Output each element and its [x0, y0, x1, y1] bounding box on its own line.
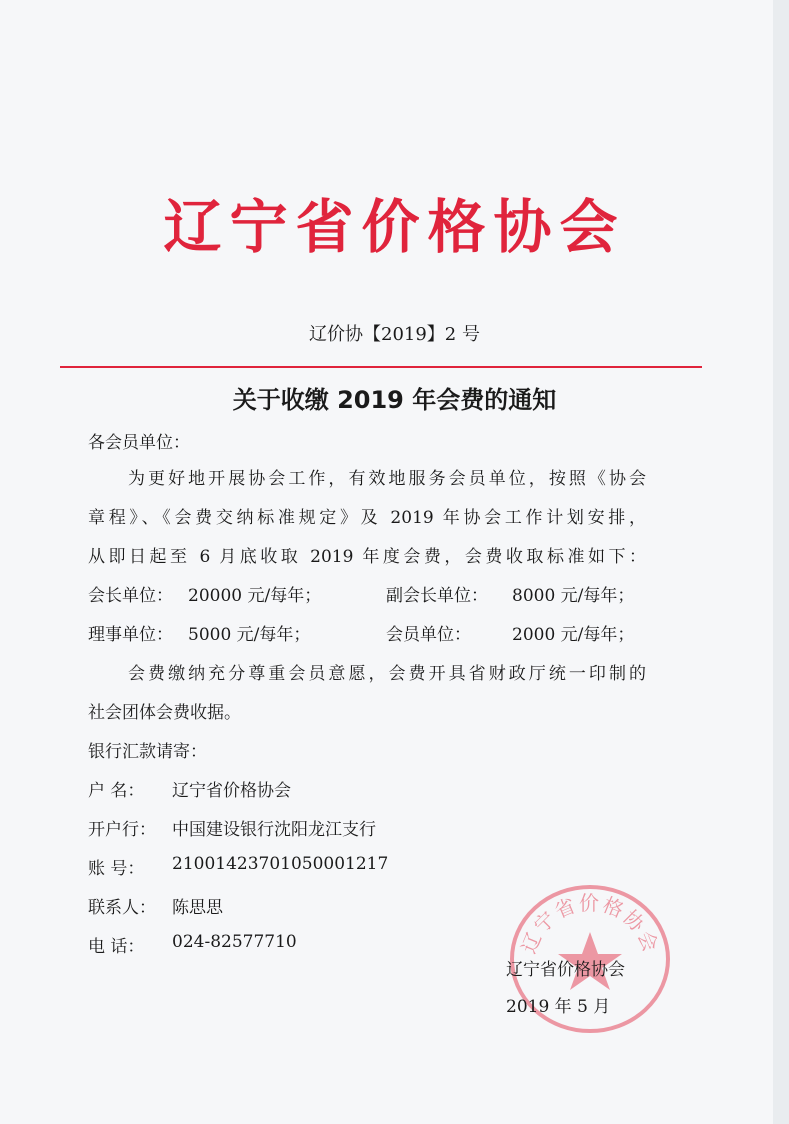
account-name-value: 辽宁省价格协会	[172, 781, 291, 801]
fee-amount-member: 2000 元/每年；	[512, 625, 635, 645]
phone-label: 电 话：	[88, 937, 145, 957]
fee-label-vice-president: 副会长单位：	[386, 586, 488, 606]
account-number-label: 账 号：	[88, 859, 145, 879]
fee-amount-director: 5000 元/每年；	[188, 625, 311, 645]
fee-amount-president: 20000 元/每年；	[188, 586, 322, 606]
bank-name-label: 开户行：	[88, 820, 156, 840]
account-name-label: 户 名：	[88, 781, 145, 801]
seal-text: 辽宁省价格协会	[516, 891, 664, 957]
fee-label-president: 会长单位：	[88, 586, 173, 606]
account-number-value: 21001423701050001217	[172, 854, 389, 874]
bank-heading: 银行汇款请寄：	[88, 742, 207, 762]
phone-value: 024-82577710	[172, 932, 297, 952]
org-header-title: 辽宁省价格协会	[163, 193, 626, 261]
fee-amount-vice-president: 8000 元/每年；	[512, 586, 635, 606]
fee-label-member: 会员单位：	[386, 625, 471, 645]
red-divider-line	[60, 366, 702, 368]
salutation: 各会员单位：	[88, 433, 190, 453]
contact-label: 联系人：	[88, 898, 156, 918]
paragraph-1-line-2: 章程》、《会费交纳标准规定》及 2019 年协会工作计划安排，	[88, 508, 646, 528]
scan-edge	[773, 0, 789, 1124]
signature-org: 辽宁省价格协会	[506, 960, 625, 980]
notice-title: 关于收缴 2019 年会费的通知	[232, 386, 557, 414]
bank-name-value: 中国建设银行沈阳龙江支行	[172, 820, 376, 840]
paragraph-1-line-3: 从即日起至 6 月底收取 2019 年度会费，会费收取标准如下：	[88, 547, 646, 567]
contact-value: 陈思思	[172, 898, 223, 918]
paragraph-2-line-2: 社会团体会费收据。	[88, 703, 241, 723]
fee-label-director: 理事单位：	[88, 625, 173, 645]
paragraph-1-line-1: 为更好地开展协会工作，有效地服务会员单位，按照《协会	[128, 469, 646, 489]
document-number: 辽价协【2019】2 号	[309, 324, 480, 345]
paragraph-2-line-1: 会费缴纳充分尊重会员意愿，会费开具省财政厅统一印制的	[128, 664, 646, 684]
signature-date: 2019 年 5 月	[506, 997, 611, 1017]
